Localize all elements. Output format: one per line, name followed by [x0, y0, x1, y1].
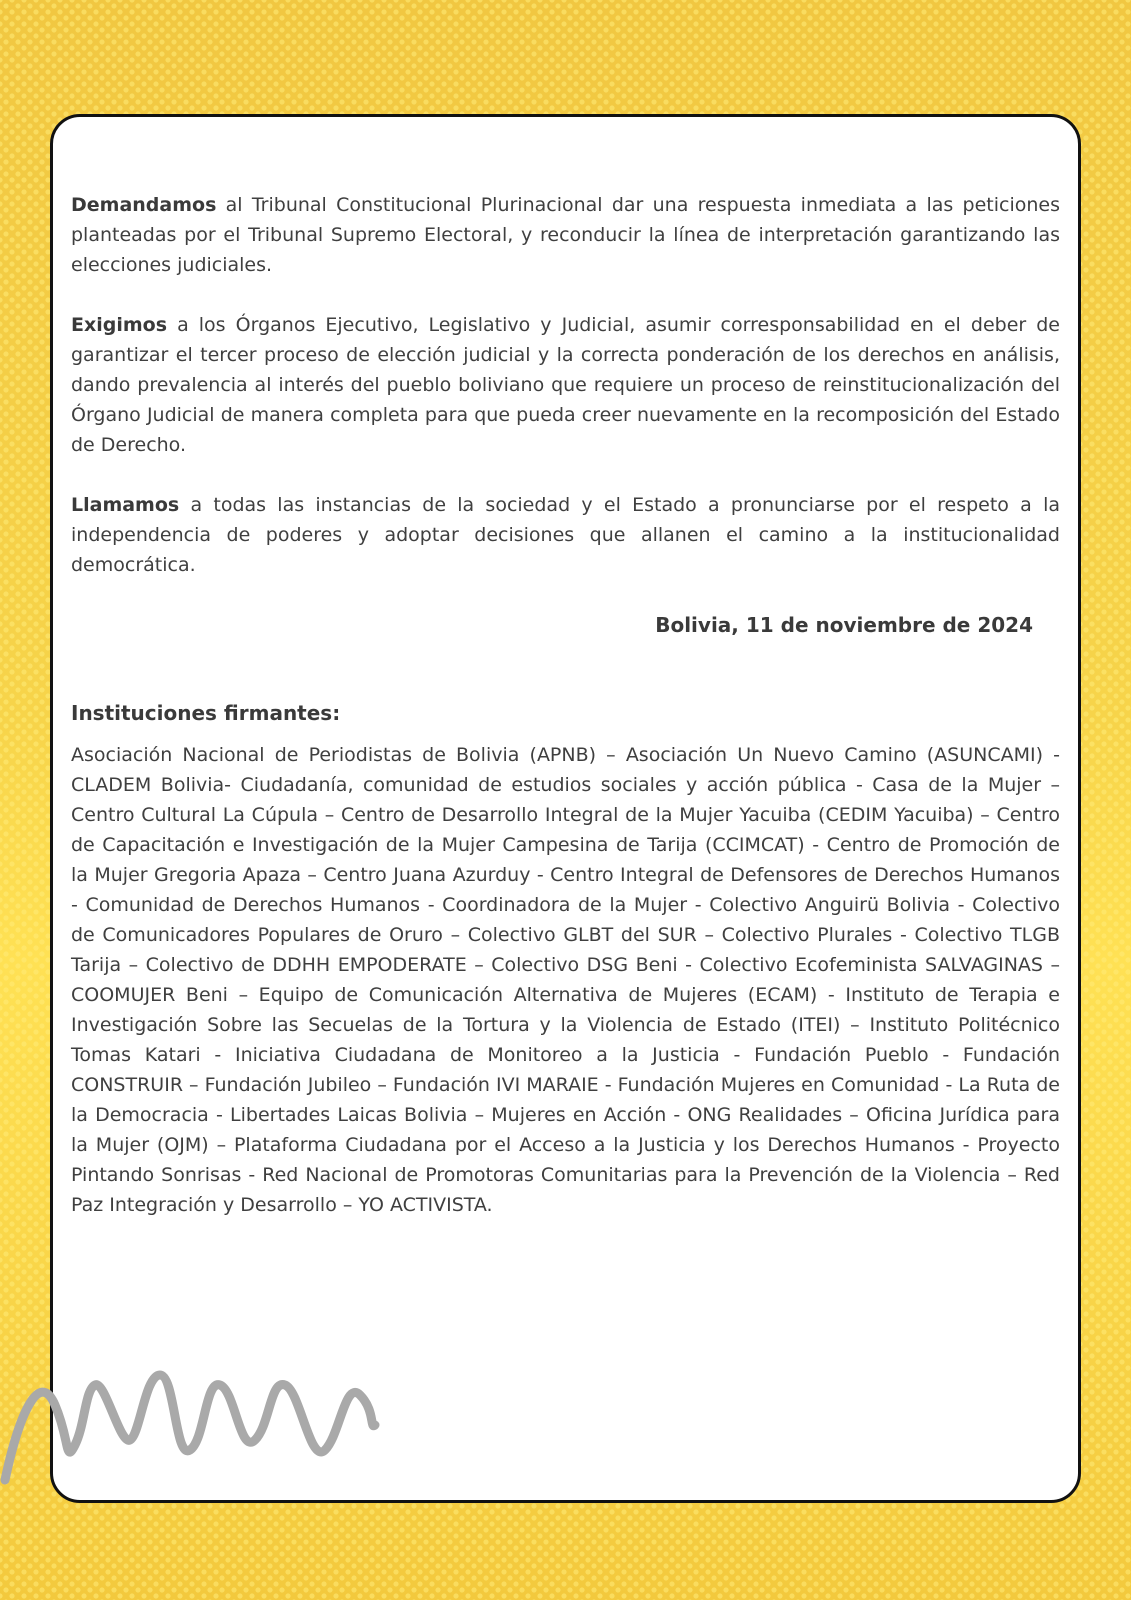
paragraph-lead: Exigimos [71, 314, 168, 336]
paragraph-demandamos [71, 190, 1060, 280]
paragraph-text: a todas las instancias de la sociedad y el Estado a pronunciarse por el respeto a la independencia de poderes y adoptar decisiones que allanen el camino a la institucionalidad democrática. [71, 494, 1060, 576]
squiggle-decoration [0, 1370, 390, 1500]
paragraph-lead: Demandamos [71, 194, 217, 216]
firmantes-list: Asociación Nacional de Periodistas de Bolivia (APNB) – Asociación Un Nuevo Camino (ASUNCAMI) - CLADEM Bolivia- Ciudadanía, comunidad de estudios sociales y acción pública - Casa de la Mujer – Centro Cultural La Cúpula – Centro de Desarrollo Integral de la Mujer Yacuiba (CEDIM Yacuiba) – Centro de Capacitación e Investigación de la Mujer Campesina de Tarija (CCIMCAT) - Centro de Promoción de la Mujer Gregoria Apaza – Centro Juana Azurduy - Centro Integral de Defensores de Derechos Humanos - Comunidad de Derechos Humanos - Coordinadora de la Mujer - Colectivo Anguirü Bolivia - Colectivo de Comunicadores Populares de Oruro – Colectivo GLBT del SUR – Colectivo Plurales - Colectivo TLGB Tarija – Colectivo de DDHH EMPODERATE – Colectivo DSG Beni - Colectivo Ecofeminista SALVAGINAS – COOMUJER Beni – Equipo de Comunicación Alternativa de Mujeres (ECAM) - Instituto de Terapia e Investigación Sobre las Secuelas de la Tortura y la Violencia de Estado (ITEI) – Instituto Politécnico Tomas Katari - Iniciativa Ciudadana de Monitoreo a la Justicia - Fundación Pueblo - Fundación CONSTRUIR – Fundación Jubileo – Fundación IVI MARAIE - Fundación Mujeres en Comunidad - La Ruta de la Democracia - Libertades Laicas Bolivia – Mujeres en Acción - ONG Realidades – Oficina Jurídica para la Mujer (OJM) – Plataforma Ciudadana por el Acceso a la Justicia y los Derechos Humanos - Proyecto Pintando Sonrisas - Red Nacional de Promotoras Comunitarias para la Prevención de la Violencia – Red Paz Integración y Desarrollo – YO ACTIVISTA. [71, 744, 1060, 1216]
paragraph-text: al Tribunal Constitucional Plurinacional dar una respuesta inmediata a las peticiones planteadas por el Tribunal Supremo Electoral, y reconducir la línea de interpretación garantizando las elecciones judiciales. [71, 194, 1060, 276]
paragraph-llamamos [71, 490, 1060, 580]
firmantes-title: Instituciones firmantes: [71, 701, 341, 725]
paragraph-exigimos [71, 310, 1060, 460]
document-content [71, 190, 1060, 1220]
date-line: Bolivia, 11 de noviembre de 2024 [655, 613, 1033, 637]
paragraph-text: a los Órganos Ejecutivo, Legislativo y Judicial, asumir corresponsabilidad en el deber de garantizar el tercer proceso de elección judicial y la correcta ponderación de los derechos en análisis, dando prevalencia al interés del pueblo boliviano que requiere un proceso de reinstitucionalización del Órgano Judicial de manera completa para que pueda creer nuevamente en la recomposición del Estado de Derecho. [71, 314, 1060, 456]
paragraph-lead: Llamamos [71, 494, 180, 516]
squiggle-line [5, 1375, 375, 1480]
